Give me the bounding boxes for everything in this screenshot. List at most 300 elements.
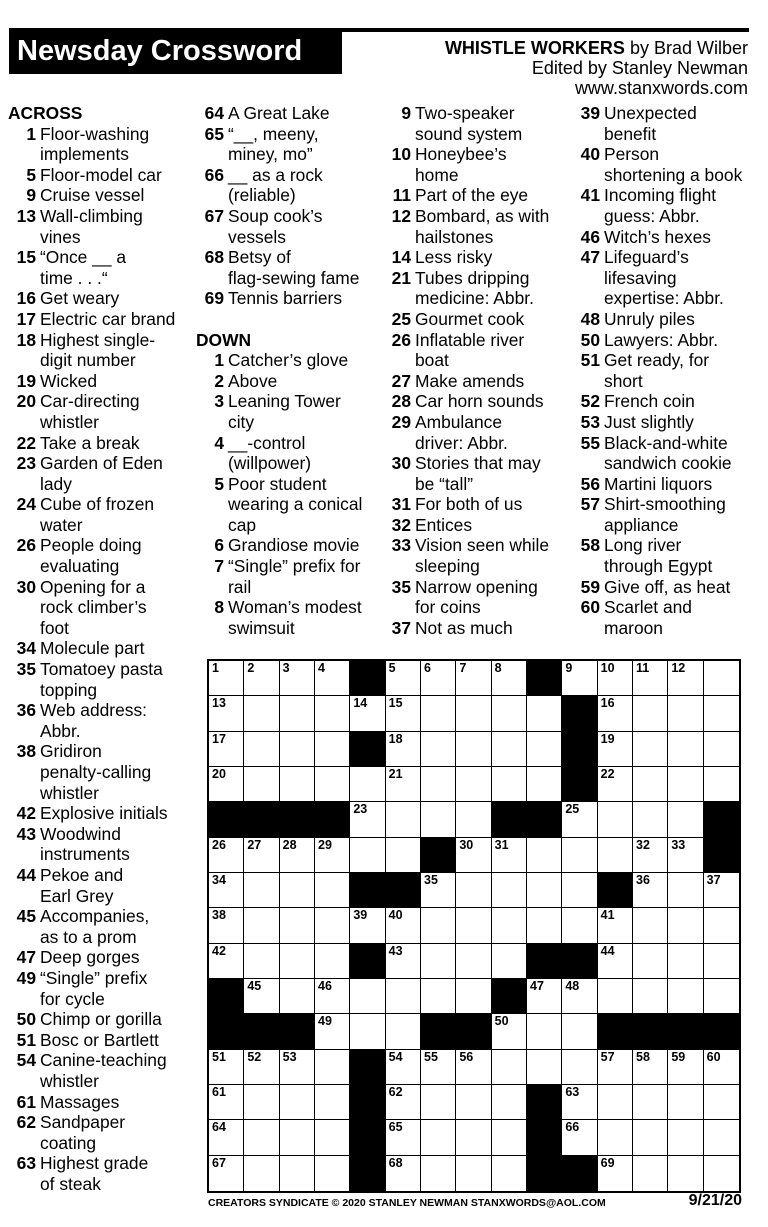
grid-cell[interactable] bbox=[598, 1156, 633, 1191]
grid-cell[interactable] bbox=[598, 1085, 633, 1120]
grid-cell[interactable] bbox=[209, 873, 244, 908]
down-clue bbox=[196, 474, 378, 536]
cell-number: 65 bbox=[388, 1120, 403, 1135]
grid-cell[interactable] bbox=[244, 1085, 279, 1120]
grid-cell[interactable] bbox=[244, 732, 279, 767]
grid-cell[interactable] bbox=[280, 873, 315, 908]
grid-cell[interactable] bbox=[386, 802, 421, 837]
clue-number: 56 bbox=[580, 473, 600, 494]
clue-text: Car horn sounds bbox=[415, 391, 544, 412]
grid-cell[interactable] bbox=[315, 838, 350, 873]
clue-text: Inflatable river boat bbox=[415, 329, 525, 371]
clue-number: 59 bbox=[580, 576, 600, 597]
clue-number: 2 bbox=[214, 370, 224, 391]
grid-cell[interactable] bbox=[704, 661, 739, 696]
grid-cell[interactable] bbox=[598, 696, 633, 731]
grid-cell[interactable] bbox=[209, 1050, 244, 1085]
cell-number: 30 bbox=[459, 837, 474, 852]
grid-cell[interactable] bbox=[350, 908, 385, 943]
grid-cell[interactable] bbox=[421, 1085, 456, 1120]
grid-cell[interactable] bbox=[668, 696, 703, 731]
grid-cell[interactable] bbox=[633, 1120, 668, 1155]
grid-cell[interactable] bbox=[562, 802, 597, 837]
clue-number: 24 bbox=[16, 494, 36, 515]
grid-cell[interactable] bbox=[668, 838, 703, 873]
black-square bbox=[209, 979, 244, 1014]
grid-cell[interactable] bbox=[421, 1050, 456, 1085]
grid-cell[interactable] bbox=[350, 802, 385, 837]
grid-cell[interactable] bbox=[456, 979, 491, 1014]
grid-cell[interactable] bbox=[562, 661, 597, 696]
across-clue bbox=[8, 330, 193, 371]
down-clue bbox=[383, 309, 569, 330]
grid-cell[interactable] bbox=[598, 732, 633, 767]
grid-cell[interactable] bbox=[280, 908, 315, 943]
grid-cell[interactable] bbox=[315, 1085, 350, 1120]
grid-cell[interactable] bbox=[668, 661, 703, 696]
grid-cell[interactable] bbox=[421, 908, 456, 943]
grid-cell[interactable] bbox=[456, 873, 491, 908]
clue-text: Betsy of flag-sewing fame bbox=[228, 247, 360, 288]
grid-cell[interactable] bbox=[315, 661, 350, 696]
grid-cell[interactable] bbox=[492, 1050, 527, 1085]
grid-cell[interactable] bbox=[704, 767, 739, 802]
cell-number: 39 bbox=[353, 908, 368, 923]
grid-cell[interactable] bbox=[527, 908, 562, 943]
grid-cell[interactable] bbox=[244, 661, 279, 696]
grid-cell[interactable] bbox=[598, 661, 633, 696]
grid-cell[interactable] bbox=[492, 767, 527, 802]
grid-cell[interactable] bbox=[562, 1120, 597, 1155]
grid-cell[interactable] bbox=[492, 1085, 527, 1120]
down-clue bbox=[383, 206, 569, 247]
across-clue bbox=[8, 494, 193, 535]
grid-cell[interactable] bbox=[456, 767, 491, 802]
grid-cell[interactable] bbox=[668, 1085, 703, 1120]
cell-number: 43 bbox=[388, 943, 403, 958]
grid-cell[interactable] bbox=[668, 944, 703, 979]
down-clue bbox=[572, 597, 762, 638]
grid-cell[interactable] bbox=[668, 908, 703, 943]
grid-cell[interactable] bbox=[244, 838, 279, 873]
grid-cell[interactable] bbox=[633, 979, 668, 1014]
grid-cell[interactable] bbox=[562, 1085, 597, 1120]
grid-cell[interactable] bbox=[386, 1085, 421, 1120]
grid-cell[interactable] bbox=[280, 979, 315, 1014]
cell-number: 24 bbox=[530, 802, 544, 817]
grid-cell[interactable] bbox=[386, 732, 421, 767]
grid-cell[interactable] bbox=[456, 908, 491, 943]
clue-number: 11 bbox=[392, 185, 411, 206]
grid-cell[interactable] bbox=[315, 767, 350, 802]
grid-cell[interactable] bbox=[315, 1014, 350, 1049]
cell-number: 13 bbox=[212, 696, 226, 711]
clue-number: 68 bbox=[204, 247, 224, 268]
down-clue bbox=[383, 577, 569, 618]
cell-number: 42 bbox=[212, 943, 226, 958]
grid-cell[interactable] bbox=[244, 1120, 279, 1155]
grid-cell[interactable] bbox=[315, 1050, 350, 1085]
grid-cell[interactable] bbox=[386, 908, 421, 943]
grid-cell[interactable] bbox=[280, 661, 315, 696]
grid-cell[interactable] bbox=[562, 873, 597, 908]
clue-number: 7 bbox=[214, 556, 224, 577]
clue-number: 61 bbox=[16, 1091, 36, 1112]
grid-cell[interactable] bbox=[527, 767, 562, 802]
grid-cell[interactable] bbox=[492, 838, 527, 873]
grid-cell[interactable] bbox=[421, 661, 456, 696]
grid-cell[interactable] bbox=[244, 908, 279, 943]
grid-cell[interactable] bbox=[315, 1120, 350, 1155]
cell-number: 58 bbox=[636, 1049, 650, 1064]
grid-cell[interactable] bbox=[421, 944, 456, 979]
grid-cell[interactable] bbox=[598, 908, 633, 943]
grid-cell[interactable] bbox=[633, 661, 668, 696]
clue-number: 65 bbox=[204, 123, 224, 144]
grid-cell[interactable] bbox=[244, 944, 279, 979]
cell-number: 31 bbox=[494, 837, 509, 852]
clue-text: Gourmet cook bbox=[415, 308, 525, 329]
clue-text: Grandiose movie bbox=[228, 535, 360, 556]
down-clue bbox=[572, 412, 762, 433]
grid-cell[interactable] bbox=[456, 732, 491, 767]
grid-cell[interactable] bbox=[350, 1014, 385, 1049]
grid-cell[interactable] bbox=[315, 873, 350, 908]
across-clue bbox=[8, 288, 193, 309]
grid-cell[interactable] bbox=[527, 696, 562, 731]
clue-number: 4 bbox=[214, 432, 224, 453]
grid-cell[interactable] bbox=[527, 1050, 562, 1085]
across-clue bbox=[8, 968, 193, 1009]
grid-cell[interactable] bbox=[244, 979, 279, 1014]
down-clue bbox=[572, 309, 762, 330]
grid-cell[interactable] bbox=[244, 1050, 279, 1085]
grid-cell[interactable] bbox=[527, 873, 562, 908]
grid-cell[interactable] bbox=[668, 979, 703, 1014]
grid-cell[interactable] bbox=[421, 873, 456, 908]
down-clue bbox=[196, 535, 378, 556]
clue-text: Unexpected benefit bbox=[604, 103, 697, 144]
grid-cell[interactable] bbox=[527, 979, 562, 1014]
grid-cell[interactable] bbox=[633, 1085, 668, 1120]
grid-cell[interactable] bbox=[209, 661, 244, 696]
across-clue bbox=[8, 185, 193, 206]
clue-text: French coin bbox=[604, 391, 695, 412]
grid-cell[interactable] bbox=[598, 767, 633, 802]
clue-number: 32 bbox=[391, 514, 411, 535]
black-square bbox=[350, 732, 385, 767]
grid-cell[interactable] bbox=[280, 767, 315, 802]
cell-number: 48 bbox=[565, 979, 580, 993]
grid-cell[interactable] bbox=[456, 1085, 491, 1120]
clue-number: 30 bbox=[16, 576, 36, 597]
grid-cell[interactable] bbox=[598, 979, 633, 1014]
black-square bbox=[633, 1014, 668, 1049]
across-clue bbox=[196, 165, 378, 206]
grid-cell[interactable] bbox=[492, 732, 527, 767]
down-clue bbox=[196, 433, 378, 474]
clue-text: Catcher’s glove bbox=[228, 350, 349, 371]
grid-cell[interactable] bbox=[704, 696, 739, 731]
black-square bbox=[704, 838, 739, 873]
cell-number: 62 bbox=[388, 1085, 403, 1099]
grid-cell[interactable] bbox=[386, 696, 421, 731]
grid-cell[interactable] bbox=[633, 732, 668, 767]
across-clue bbox=[8, 1092, 193, 1113]
grid-cell[interactable] bbox=[492, 944, 527, 979]
grid-cell[interactable] bbox=[492, 1014, 527, 1049]
clue-text: Take a break bbox=[40, 432, 140, 453]
clue-text: Deep gorges bbox=[40, 947, 140, 968]
grid-cell[interactable] bbox=[386, 979, 421, 1014]
grid-cell[interactable] bbox=[350, 838, 385, 873]
clue-text: __-control (willpower) bbox=[228, 432, 312, 474]
grid-cell[interactable] bbox=[562, 838, 597, 873]
grid-cell[interactable] bbox=[668, 802, 703, 837]
grid-cell[interactable] bbox=[244, 696, 279, 731]
clue-text: Woman’s modest swimsuit bbox=[228, 597, 362, 638]
grid-cell[interactable] bbox=[456, 696, 491, 731]
clue-text: Highest single- digit number bbox=[40, 329, 156, 371]
grid-cell[interactable] bbox=[668, 1120, 703, 1155]
grid-cell[interactable] bbox=[456, 1050, 491, 1085]
grid-cell[interactable] bbox=[280, 1050, 315, 1085]
clue-text: Garden of Eden lady bbox=[40, 453, 163, 494]
grid-cell[interactable] bbox=[633, 944, 668, 979]
black-square bbox=[527, 661, 562, 696]
clue-number: 5 bbox=[214, 473, 224, 494]
black-square bbox=[562, 732, 597, 767]
grid-cell[interactable] bbox=[456, 661, 491, 696]
clue-number: 42 bbox=[16, 803, 36, 824]
black-square bbox=[562, 944, 597, 979]
cell-number: 59 bbox=[671, 1049, 686, 1064]
clue-text: Tubes dripping medicine: Abbr. bbox=[415, 267, 534, 309]
grid-cell[interactable] bbox=[421, 732, 456, 767]
grid-cell[interactable] bbox=[704, 1120, 739, 1155]
grid-cell[interactable] bbox=[492, 696, 527, 731]
grid-cell[interactable] bbox=[315, 696, 350, 731]
grid-cell[interactable] bbox=[280, 838, 315, 873]
clue-text: “Single” prefix for rail bbox=[228, 556, 361, 597]
across-clue bbox=[196, 288, 378, 309]
grid-cell[interactable] bbox=[527, 1014, 562, 1049]
grid-cell[interactable] bbox=[456, 944, 491, 979]
cell-number: 6 bbox=[424, 661, 431, 675]
grid-cell[interactable] bbox=[280, 1085, 315, 1120]
clue-number: 63 bbox=[16, 1153, 36, 1174]
grid-cell[interactable] bbox=[386, 944, 421, 979]
cell-number: 60 bbox=[706, 1049, 721, 1064]
grid-cell[interactable] bbox=[209, 838, 244, 873]
puzzle-title: WHISTLE WORKERS bbox=[444, 38, 625, 58]
grid-cell[interactable] bbox=[209, 732, 244, 767]
grid-cell[interactable] bbox=[704, 732, 739, 767]
grid-cell[interactable] bbox=[350, 979, 385, 1014]
black-square bbox=[421, 838, 456, 873]
grid-cell[interactable] bbox=[421, 696, 456, 731]
down-clue bbox=[572, 330, 762, 351]
cell-number: 7 bbox=[459, 661, 467, 675]
grid-cell[interactable] bbox=[527, 838, 562, 873]
grid-cell[interactable] bbox=[209, 1156, 244, 1191]
clue-number: 53 bbox=[580, 411, 600, 432]
grid-cell[interactable] bbox=[633, 838, 668, 873]
grid-cell[interactable] bbox=[456, 1120, 491, 1155]
clue-number: 28 bbox=[391, 391, 411, 412]
grid-cell[interactable] bbox=[562, 1014, 597, 1049]
grid-cell[interactable] bbox=[421, 767, 456, 802]
grid-cell[interactable] bbox=[633, 873, 668, 908]
grid-cell[interactable] bbox=[492, 661, 527, 696]
cell-number: 66 bbox=[565, 1120, 580, 1135]
grid-cell[interactable] bbox=[633, 802, 668, 837]
grid-cell[interactable] bbox=[668, 1050, 703, 1085]
grid-cell[interactable] bbox=[598, 1120, 633, 1155]
grid-cell[interactable] bbox=[562, 1050, 597, 1085]
black-square bbox=[598, 1014, 633, 1049]
grid-cell[interactable] bbox=[386, 767, 421, 802]
grid-cell[interactable] bbox=[386, 1156, 421, 1191]
cell-number: 64 bbox=[212, 1120, 226, 1135]
grid-cell[interactable] bbox=[386, 1120, 421, 1155]
grid-cell[interactable] bbox=[280, 732, 315, 767]
grid-cell[interactable] bbox=[315, 944, 350, 979]
grid-cell[interactable] bbox=[704, 1050, 739, 1085]
black-square bbox=[244, 802, 279, 837]
grid-cell[interactable] bbox=[598, 802, 633, 837]
grid-cell[interactable] bbox=[562, 908, 597, 943]
grid-cell[interactable] bbox=[386, 661, 421, 696]
grid-cell[interactable] bbox=[244, 767, 279, 802]
grid-cell[interactable] bbox=[209, 908, 244, 943]
grid-cell[interactable] bbox=[492, 1156, 527, 1191]
grid-cell[interactable] bbox=[668, 767, 703, 802]
grid-cell[interactable] bbox=[704, 979, 739, 1014]
grid-cell[interactable] bbox=[668, 732, 703, 767]
grid-cell[interactable] bbox=[704, 1085, 739, 1120]
across-clue bbox=[8, 1112, 193, 1153]
black-square bbox=[668, 1014, 703, 1049]
cell-number: 41 bbox=[600, 908, 615, 923]
across-clue bbox=[8, 947, 193, 968]
grid-cell[interactable] bbox=[244, 873, 279, 908]
grid-cell[interactable] bbox=[386, 1014, 421, 1049]
grid-cell[interactable] bbox=[421, 1156, 456, 1191]
cell-number: 34 bbox=[212, 873, 226, 887]
cell-number: 19 bbox=[600, 731, 615, 746]
grid-cell[interactable] bbox=[456, 1156, 491, 1191]
clue-number: 12 bbox=[391, 205, 411, 226]
grid-cell[interactable] bbox=[315, 908, 350, 943]
grid-cell[interactable] bbox=[315, 732, 350, 767]
grid-cell[interactable] bbox=[386, 1050, 421, 1085]
black-square bbox=[280, 1014, 315, 1049]
grid-cell[interactable] bbox=[456, 802, 491, 837]
grid-cell[interactable] bbox=[492, 1120, 527, 1155]
grid-cell[interactable] bbox=[668, 873, 703, 908]
clue-number: 1 bbox=[214, 350, 224, 371]
grid-cell[interactable] bbox=[280, 1156, 315, 1191]
grid-cell[interactable] bbox=[280, 1120, 315, 1155]
grid-cell[interactable] bbox=[350, 767, 385, 802]
cell-number: 55 bbox=[424, 1049, 438, 1064]
grid-cell[interactable] bbox=[280, 944, 315, 979]
grid-cell[interactable] bbox=[598, 1050, 633, 1085]
grid-cell[interactable] bbox=[598, 838, 633, 873]
grid-cell[interactable] bbox=[421, 1120, 456, 1155]
grid-cell[interactable] bbox=[209, 1085, 244, 1120]
grid-cell[interactable] bbox=[209, 696, 244, 731]
down-clue bbox=[572, 535, 762, 576]
down-clue bbox=[572, 350, 762, 391]
clue-text: Car-directing whistler bbox=[40, 391, 140, 432]
grid-cell[interactable] bbox=[315, 1156, 350, 1191]
grid-cell[interactable] bbox=[704, 944, 739, 979]
grid-cell[interactable] bbox=[633, 1050, 668, 1085]
black-square bbox=[350, 1050, 385, 1085]
grid-cell[interactable] bbox=[668, 1156, 703, 1191]
clue-number: 57 bbox=[580, 494, 600, 515]
cell-number: 12 bbox=[671, 661, 686, 675]
grid-cell[interactable] bbox=[633, 908, 668, 943]
grid-cell[interactable] bbox=[704, 1156, 739, 1191]
grid-cell[interactable] bbox=[244, 1156, 279, 1191]
grid-cell[interactable] bbox=[209, 944, 244, 979]
grid-cell[interactable] bbox=[280, 696, 315, 731]
down-clue bbox=[383, 494, 569, 515]
grid-cell[interactable] bbox=[704, 873, 739, 908]
down-clue bbox=[383, 515, 569, 536]
grid-cell[interactable] bbox=[633, 1156, 668, 1191]
grid-cell[interactable] bbox=[315, 979, 350, 1014]
grid-cell[interactable] bbox=[350, 696, 385, 731]
cell-number: 2 bbox=[247, 661, 255, 675]
grid-cell[interactable] bbox=[704, 908, 739, 943]
grid-cell[interactable] bbox=[421, 802, 456, 837]
grid-cell[interactable] bbox=[562, 979, 597, 1014]
grid-cell[interactable] bbox=[527, 732, 562, 767]
clue-text: Make amends bbox=[415, 370, 525, 391]
cell-number: 4 bbox=[318, 661, 325, 675]
grid-cell[interactable] bbox=[456, 838, 491, 873]
clue-number: 60 bbox=[580, 597, 600, 618]
clue-number: 25 bbox=[391, 308, 411, 329]
clue-text: Floor-washing implements bbox=[40, 123, 150, 165]
grid-cell[interactable] bbox=[421, 979, 456, 1014]
grid-cell[interactable] bbox=[633, 767, 668, 802]
clue-number: 66 bbox=[204, 164, 224, 185]
cell-number: 36 bbox=[636, 873, 650, 887]
header-rule bbox=[342, 28, 749, 32]
black-square bbox=[562, 767, 597, 802]
black-square bbox=[527, 1156, 562, 1191]
black-square bbox=[244, 1014, 279, 1049]
grid-cell[interactable] bbox=[598, 944, 633, 979]
grid-cell[interactable] bbox=[633, 696, 668, 731]
grid-cell[interactable] bbox=[492, 908, 527, 943]
grid-cell[interactable] bbox=[386, 838, 421, 873]
cell-number: 16 bbox=[600, 696, 615, 711]
grid-cell[interactable] bbox=[209, 767, 244, 802]
clue-text: For both of us bbox=[415, 494, 523, 515]
clue-text: Gridiron penalty-calling whistler bbox=[40, 741, 152, 803]
grid-cell[interactable] bbox=[492, 873, 527, 908]
clue-text: Floor-model car bbox=[40, 164, 162, 185]
cell-number: 8 bbox=[494, 661, 502, 675]
clue-number: 47 bbox=[16, 947, 36, 968]
grid-cell[interactable] bbox=[209, 1120, 244, 1155]
